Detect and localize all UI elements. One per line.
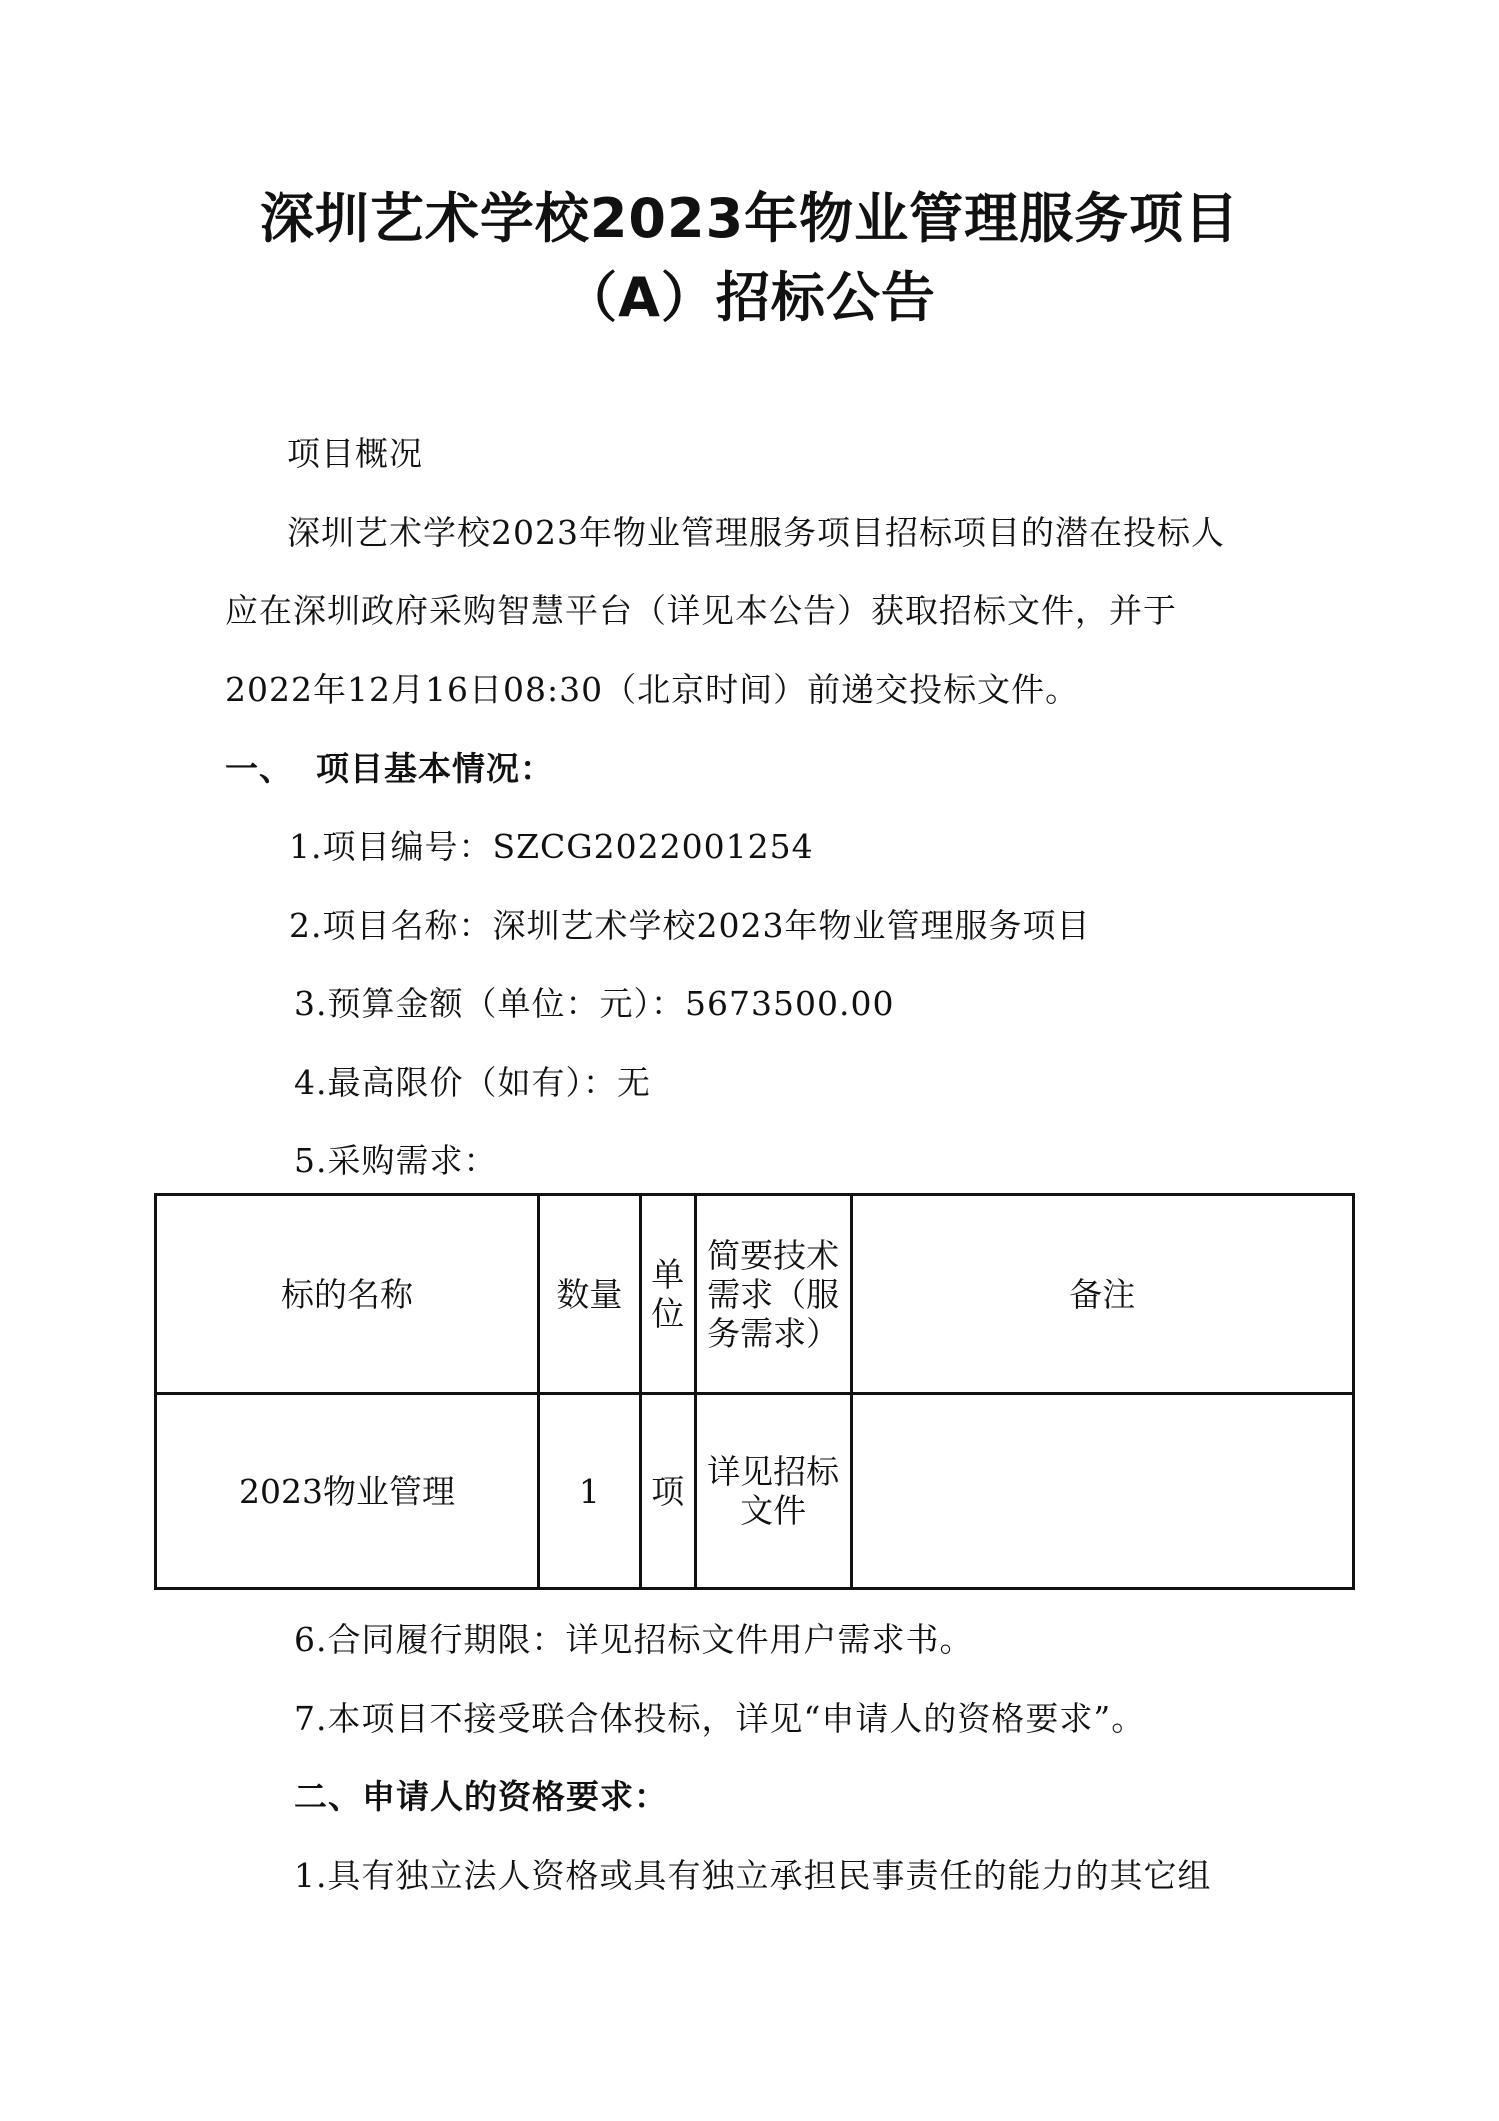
section1-item-contract-period: 6.合同履行期限：详见招标文件用户需求书。 <box>294 1620 974 1659</box>
document-title-line2: （A）招标公告 <box>563 266 936 329</box>
overview-paragraph-line2: 应在深圳政府采购智慧平台（详见本公告）获取招标文件，并于 <box>225 591 1177 630</box>
overview-paragraph-line1: 深圳艺术学校2023年物业管理服务项目招标项目的潜在投标人 <box>287 513 1225 552</box>
table-cell <box>851 1394 1353 1589</box>
section2-item-1: 1.具有独立法人资格或具有独立承担民事责任的能力的其它组 <box>294 1856 1212 1895</box>
section1-heading-number: 一、 <box>225 749 293 788</box>
table-header-cell: 数量 <box>539 1195 641 1394</box>
section1-item-project-name: 2.项目名称：深圳艺术学校2023年物业管理服务项目 <box>289 906 1091 945</box>
section2-heading: 二、申请人的资格要求： <box>294 1777 668 1816</box>
table-cell: 详见招标文件 <box>695 1394 851 1589</box>
section1-item-procurement-needs: 5.采购需求： <box>294 1141 498 1180</box>
procurement-requirements-table <box>154 1193 1355 1590</box>
table-cell: 2023物业管理 <box>156 1394 539 1589</box>
table-cell: 1 <box>539 1394 641 1589</box>
section1-item-budget: 3.预算金额（单位：元）：5673500.00 <box>294 984 895 1023</box>
table-header-cell: 备注 <box>851 1195 1353 1394</box>
table-header-cell: 简要技术需求（服务需求） <box>695 1195 851 1394</box>
table-row <box>156 1394 1354 1589</box>
overview-paragraph-line3: 2022年12月16日08:30（北京时间）前递交投标文件。 <box>225 670 1080 709</box>
table-header-cell: 标的名称 <box>156 1195 539 1394</box>
section1-item-max-price: 4.最高限价（如有）：无 <box>294 1063 651 1102</box>
overview-heading: 项目概况 <box>287 434 423 473</box>
document-title-line1: 深圳艺术学校2023年物业管理服务项目 <box>259 187 1240 250</box>
section1-item-consortium: 7.本项目不接受联合体投标，详见“申请人的资格要求”。 <box>294 1699 1146 1738</box>
table-header-cell: 单位 <box>640 1195 695 1394</box>
section1-heading: 项目基本情况： <box>316 749 554 788</box>
section1-item-project-number: 1.项目编号：SZCG2022001254 <box>289 827 814 866</box>
table-header-row <box>156 1195 1354 1394</box>
table-cell: 项 <box>640 1394 695 1589</box>
